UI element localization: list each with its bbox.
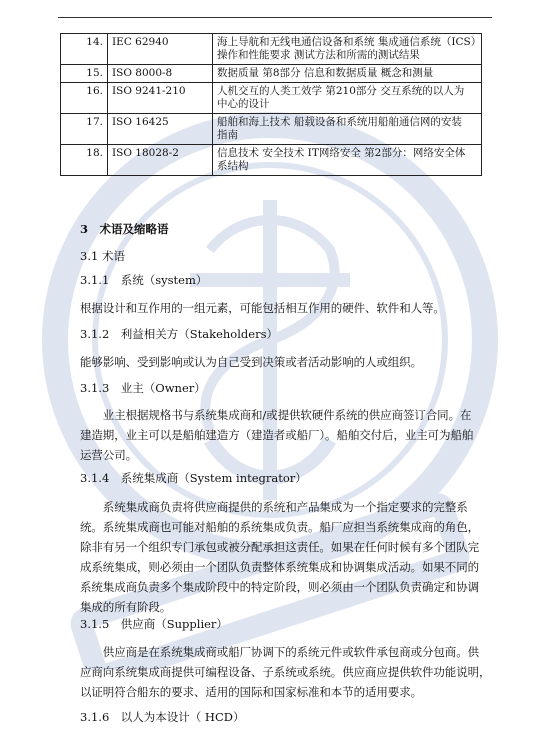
definition-line: 运营公司。 [80,448,137,462]
subsection-heading: 3.1 术语 [80,249,125,263]
table-row [61,114,482,145]
definition-line: 根据设计和互作用的一组元素，可能包括相互作用的硬件、软件和人等。 [80,301,445,315]
definition-line: 能够影响、受到影响或认为自己受到决策或者活动影响的人或组织。 [80,355,422,369]
term-definition [80,298,482,318]
ref-title-line: 船舶和海上技术 船载设备和系统用船舶通信网的安装 [217,116,462,128]
ref-number: 16. [61,83,108,114]
ref-title-line: 系结构 [217,160,249,172]
reference-standards-table [60,33,482,176]
definition-line: 应商向系统集成商提供可编程设备、子系统或系统。供应商应提供软件功能说明， [80,665,491,679]
term-heading: 3.1.4 系统集成商（System integrator） [80,471,307,485]
ref-number: 18. [61,145,108,176]
ref-standard-code: ISO 8000-8 [108,65,213,83]
term-definition [80,642,491,702]
ref-standard-code: ISO 18028-2 [108,145,213,176]
header-rule [58,17,492,18]
term-definition [80,352,482,372]
ref-title-line: 指南 [217,129,238,141]
ref-title-line: 人机交互的人类工效学 第210部分 交互系统的以人为 [217,85,465,97]
ref-standard-code: IEC 62940 [108,34,213,65]
definition-line: 以证明符合船东的要求、适用的国际和国家标准和本节的适用要求。 [80,685,422,699]
section-heading: 3 术语及缩略语 [80,222,169,236]
definition-line: 建造期，业主可以是船舶建造方（建造者或船厂）。船舶交付后，业主可为船舶 [80,428,474,442]
ref-standard-code: ISO 9241-210 [108,83,213,114]
ref-standard-title [213,65,482,83]
ref-standard-title [213,114,482,145]
definition-line: 系统集成商负责将供应商提供的系统和产品集成为一个指定要求的完整系 [80,500,468,514]
term-heading: 3.1.5 供应商（Supplier） [80,617,228,631]
ref-number: 17. [61,114,108,145]
definition-line: 供应商是在系统集成商或船厂协调下的系统元件或软件承包商或分包商。供 [80,645,479,659]
definition-line: 系统集成商负责多个集成阶段中的特定阶段，则必须由一个团队负责确定和协调 [80,580,479,594]
definition-line: 成系统集成，则必须由一个团队负责整体系统集成和协调集成活动。如果不同的 [80,560,479,574]
term-definition [80,405,482,465]
ref-title-line: 海上导航和无线电通信设备和系统 集成通信系统（ICS） [217,36,482,48]
ref-title-line: 中心的设计 [217,98,270,110]
term-heading: 3.1.2 利益相关方（Stakeholders） [80,327,278,341]
ref-title-line: 信息技术 安全技术 IT网络安全 第2部分：网络安全体 [217,147,466,159]
term-heading: 3.1.6 以人为本设计（ HCD） [80,710,245,724]
ref-title-line: 操作和性能要求 测试方法和所需的测试结果 [217,49,420,61]
definition-line: 业主根据规格书与系统集成商和/或提供软硬件系统的供应商签订合同。在 [80,408,472,422]
ref-standard-title [213,34,482,65]
definition-line: 集成的所有阶段。 [80,600,172,614]
term-definition [80,497,482,617]
ref-standard-title [213,145,482,176]
term-heading: 3.1.1 系统（system） [80,273,208,287]
definition-line: 统。系统集成商也可能对船舶的系统集成负责。船厂应担当系统集成商的角色， [80,520,479,534]
ref-number: 15. [61,65,108,83]
ref-standard-code: ISO 16425 [108,114,213,145]
definition-line: 除非有另一个组织专门承包或被分配承担这责任。如果在任何时候有多个团队完 [80,540,479,554]
table-row [61,145,482,176]
ref-number: 14. [61,34,108,65]
ref-title-line: 数据质量 第8部分 信息和数据质量 概念和测量 [217,67,434,79]
table-row [61,83,482,114]
term-heading: 3.1.3 业主（Owner） [80,381,206,395]
table-row [61,34,482,65]
ref-standard-title [213,83,482,114]
table-row [61,65,482,83]
